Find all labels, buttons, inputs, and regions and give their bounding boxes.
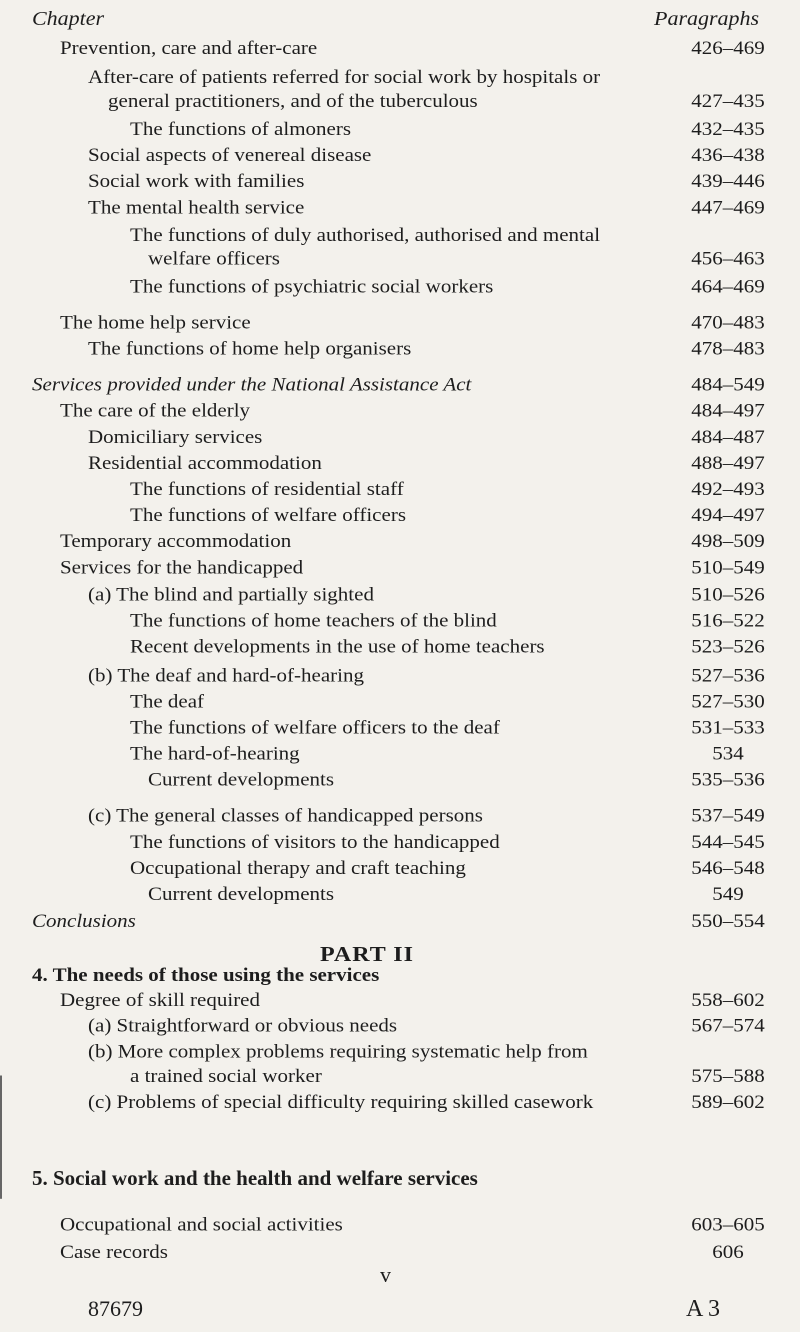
page-edge-line — [0, 1076, 2, 1199]
section-heading: 4. The needs of those using the services — [32, 963, 380, 986]
paragraphs-column-heading: Paragraphs — [654, 7, 760, 30]
section-5-heading-wrap: 5. Social work and the health and welfare services — [32, 1166, 478, 1190]
chapter-column-heading: Chapter — [32, 7, 105, 30]
print-code: 87679 — [88, 1296, 143, 1321]
page-number: v — [380, 1262, 391, 1287]
contents-page: Chapter Paragraphs Prevention, care and after-care 426–469 After-care of patients referred for social work by hospitals or general practitioners, and of the tuberculous 427–435 The functions of almoners 432–435 Social aspects of venereal disease 436–438 Social work with families 439–446 The mental health service 447–469 The functions of duly authorised, authorised and mental welfare officers 456–463 The functions of psychiatric social workers 464–469 The home help service 470–483 The functions of home help organisers 478–483 Services provided under the National Assistance Act 484–549 The care of the elderly 484–497 Domiciliary services 484–487 Residential accommodation 488–497 The functions of residential staff 492–493 The functions of welfare officers 494–497 Temporary accommodation 498–509 Services for the handicapped 510–549 (a) The blind and partially sighted 510–526 The functions of home teachers of the blind 516–522 Recent developments in the use of home teachers 523–526 (b) The deaf and hard-of-hearing 527–536 The deaf 527–530 The functions of welfare officers to the deaf 531–533 The hard-of-hearing 534 Current developments 535–536 (c) The general classes of handicapped persons 537–549 The functions of visitors to the handicapped 544–545 Occupational therapy and craft teaching 546–548 Current developments 549 Conclusions 550–554 PART II 4. The needs of those using the services Degree of skill required 558–602 (a) Straightforward or obvious needs 567–574 (b) More complex problems requiring systematic help from a trained social worker 575–588 (c) Problems of special difficulty requiring skilled casework 589–602 Occupational and social activities 603–605 Case records 606 — [0, 0, 800, 1199]
signature-mark: A 3 — [686, 1296, 721, 1322]
footer — [0, 1262, 800, 1332]
part-heading: PART II — [320, 943, 414, 967]
